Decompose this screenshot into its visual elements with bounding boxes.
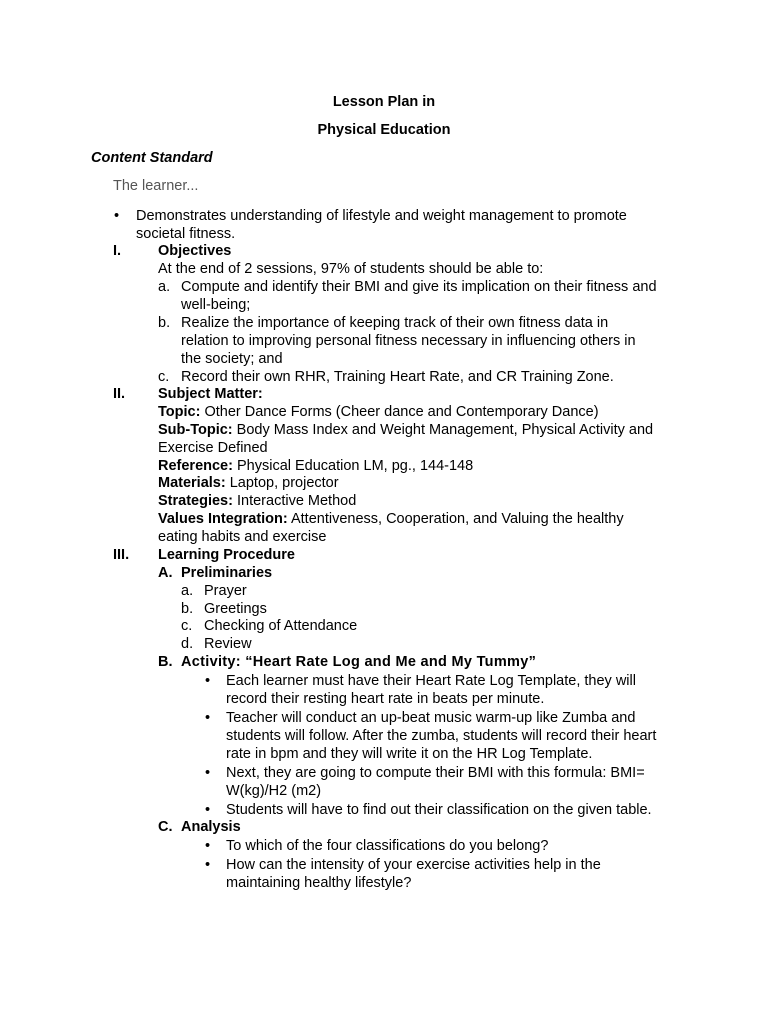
title-line-2: Physical Education [317,122,451,138]
objective-line: relation to improving personal fitness necessary in influencing others in [181,333,636,349]
preliminary-item: Checking of Attendance [204,618,358,634]
bullet-glyph: • [205,673,211,689]
preliminary-item: Greetings [204,601,267,617]
preliminaries-marker: A. [158,565,173,581]
bullet-glyph: • [114,208,120,224]
strategies-row [158,492,356,510]
activity-bullet-line: Each learner must have their Heart Rate Log Template, they will [226,673,636,689]
values-value: Attentiveness, Cooperation, and Valuing the healthy [290,511,624,527]
values-row [158,510,624,528]
preliminaries-heading: Preliminaries [181,565,273,581]
reference-value: Physical Education LM, pg., 144-148 [236,458,474,474]
subtopic-row [158,421,653,439]
analysis-heading: Analysis [181,819,241,835]
standard-bullet-line-2: societal fitness. [136,226,236,242]
analysis-marker: C. [158,819,173,835]
objective-marker: a. [158,279,171,295]
activity-bullet-line: Next, they are going to compute their BMI with this formula: BMI= [226,765,645,781]
topic-row [158,403,599,421]
objective-line: Record their own RHR, Training Heart Rate, and CR Training Zone. [181,369,614,385]
bullet-glyph: • [205,857,211,873]
activity-bullet-line: Teacher will conduct an up-beat music warm-up like Zumba and [226,710,636,726]
preliminary-marker: d. [181,636,194,652]
subject-matter-heading: Subject Matter: [158,386,263,402]
activity-marker: B. [158,654,173,670]
activity-bullet-line: W(kg)/H2 (m2) [226,783,322,799]
subtopic-label: Sub-Topic: [158,422,233,438]
objectives-numeral: I. [113,243,122,259]
objectives-intro: At the end of 2 sessions, 97% of students should be able to: [158,261,544,277]
objectives-heading: Objectives [158,243,232,259]
preliminary-item: Review [204,636,252,652]
preliminary-marker: b. [181,601,194,617]
preliminary-item: Prayer [204,583,247,599]
learner-intro: The learner... [113,178,199,194]
activity-bullet-line: students will follow. After the zumba, students will record their heart [226,728,657,744]
objective-line: the society; and [181,351,283,367]
title-line-1: Lesson Plan in [332,94,436,110]
values-value-line-2: eating habits and exercise [158,529,327,545]
reference-label: Reference: [158,458,233,474]
objective-line: Compute and identify their BMI and give its implication on their fitness and [181,279,657,295]
strategies-value: Interactive Method [236,493,357,509]
values-label: Values Integration: [158,511,288,527]
learning-procedure-heading: Learning Procedure [158,547,295,563]
materials-value: Laptop, projector [229,475,339,491]
strategies-label: Strategies: [158,493,233,509]
subtopic-value: Body Mass Index and Weight Management, Physical Activity and [236,422,654,438]
objective-line: Realize the importance of keeping track of their own fitness data in [181,315,609,331]
reference-row [158,457,473,475]
objective-line: well-being; [181,297,251,313]
activity-bullet-line: Students will have to find out their classification on the given table. [226,802,652,818]
preliminary-marker: c. [181,618,193,634]
preliminary-marker: a. [181,583,194,599]
analysis-bullet-line: How can the intensity of your exercise activities help in the [226,857,601,873]
bullet-glyph: • [205,710,211,726]
bullet-glyph: • [205,838,211,854]
topic-value: Other Dance Forms (Cheer dance and Contemporary Dance) [204,404,599,420]
learning-procedure-numeral: III. [113,547,130,563]
content-standard-heading: Content Standard [91,150,213,166]
bullet-glyph: • [205,802,211,818]
analysis-bullet-line: To which of the four classifications do you belong? [226,838,549,854]
activity-bullet-line: record their resting heart rate in beats per minute. [226,691,545,707]
materials-row [158,474,339,492]
bullet-glyph: • [205,765,211,781]
subtopic-value-line-2: Exercise Defined [158,440,268,456]
topic-label: Topic: [158,404,201,420]
standard-bullet-line-1: Demonstrates understanding of lifestyle and weight management to promote [136,208,627,224]
objective-marker: b. [158,315,171,331]
subject-matter-numeral: II. [113,386,126,402]
materials-label: Materials: [158,475,226,491]
objective-marker: c. [158,369,170,385]
analysis-bullet-line: maintaining healthy lifestyle? [226,875,412,891]
activity-heading: Activity: “Heart Rate Log and Me and My Tummy” [181,654,537,670]
activity-bullet-line: rate in bpm and they will write it on the HR Log Template. [226,746,593,762]
